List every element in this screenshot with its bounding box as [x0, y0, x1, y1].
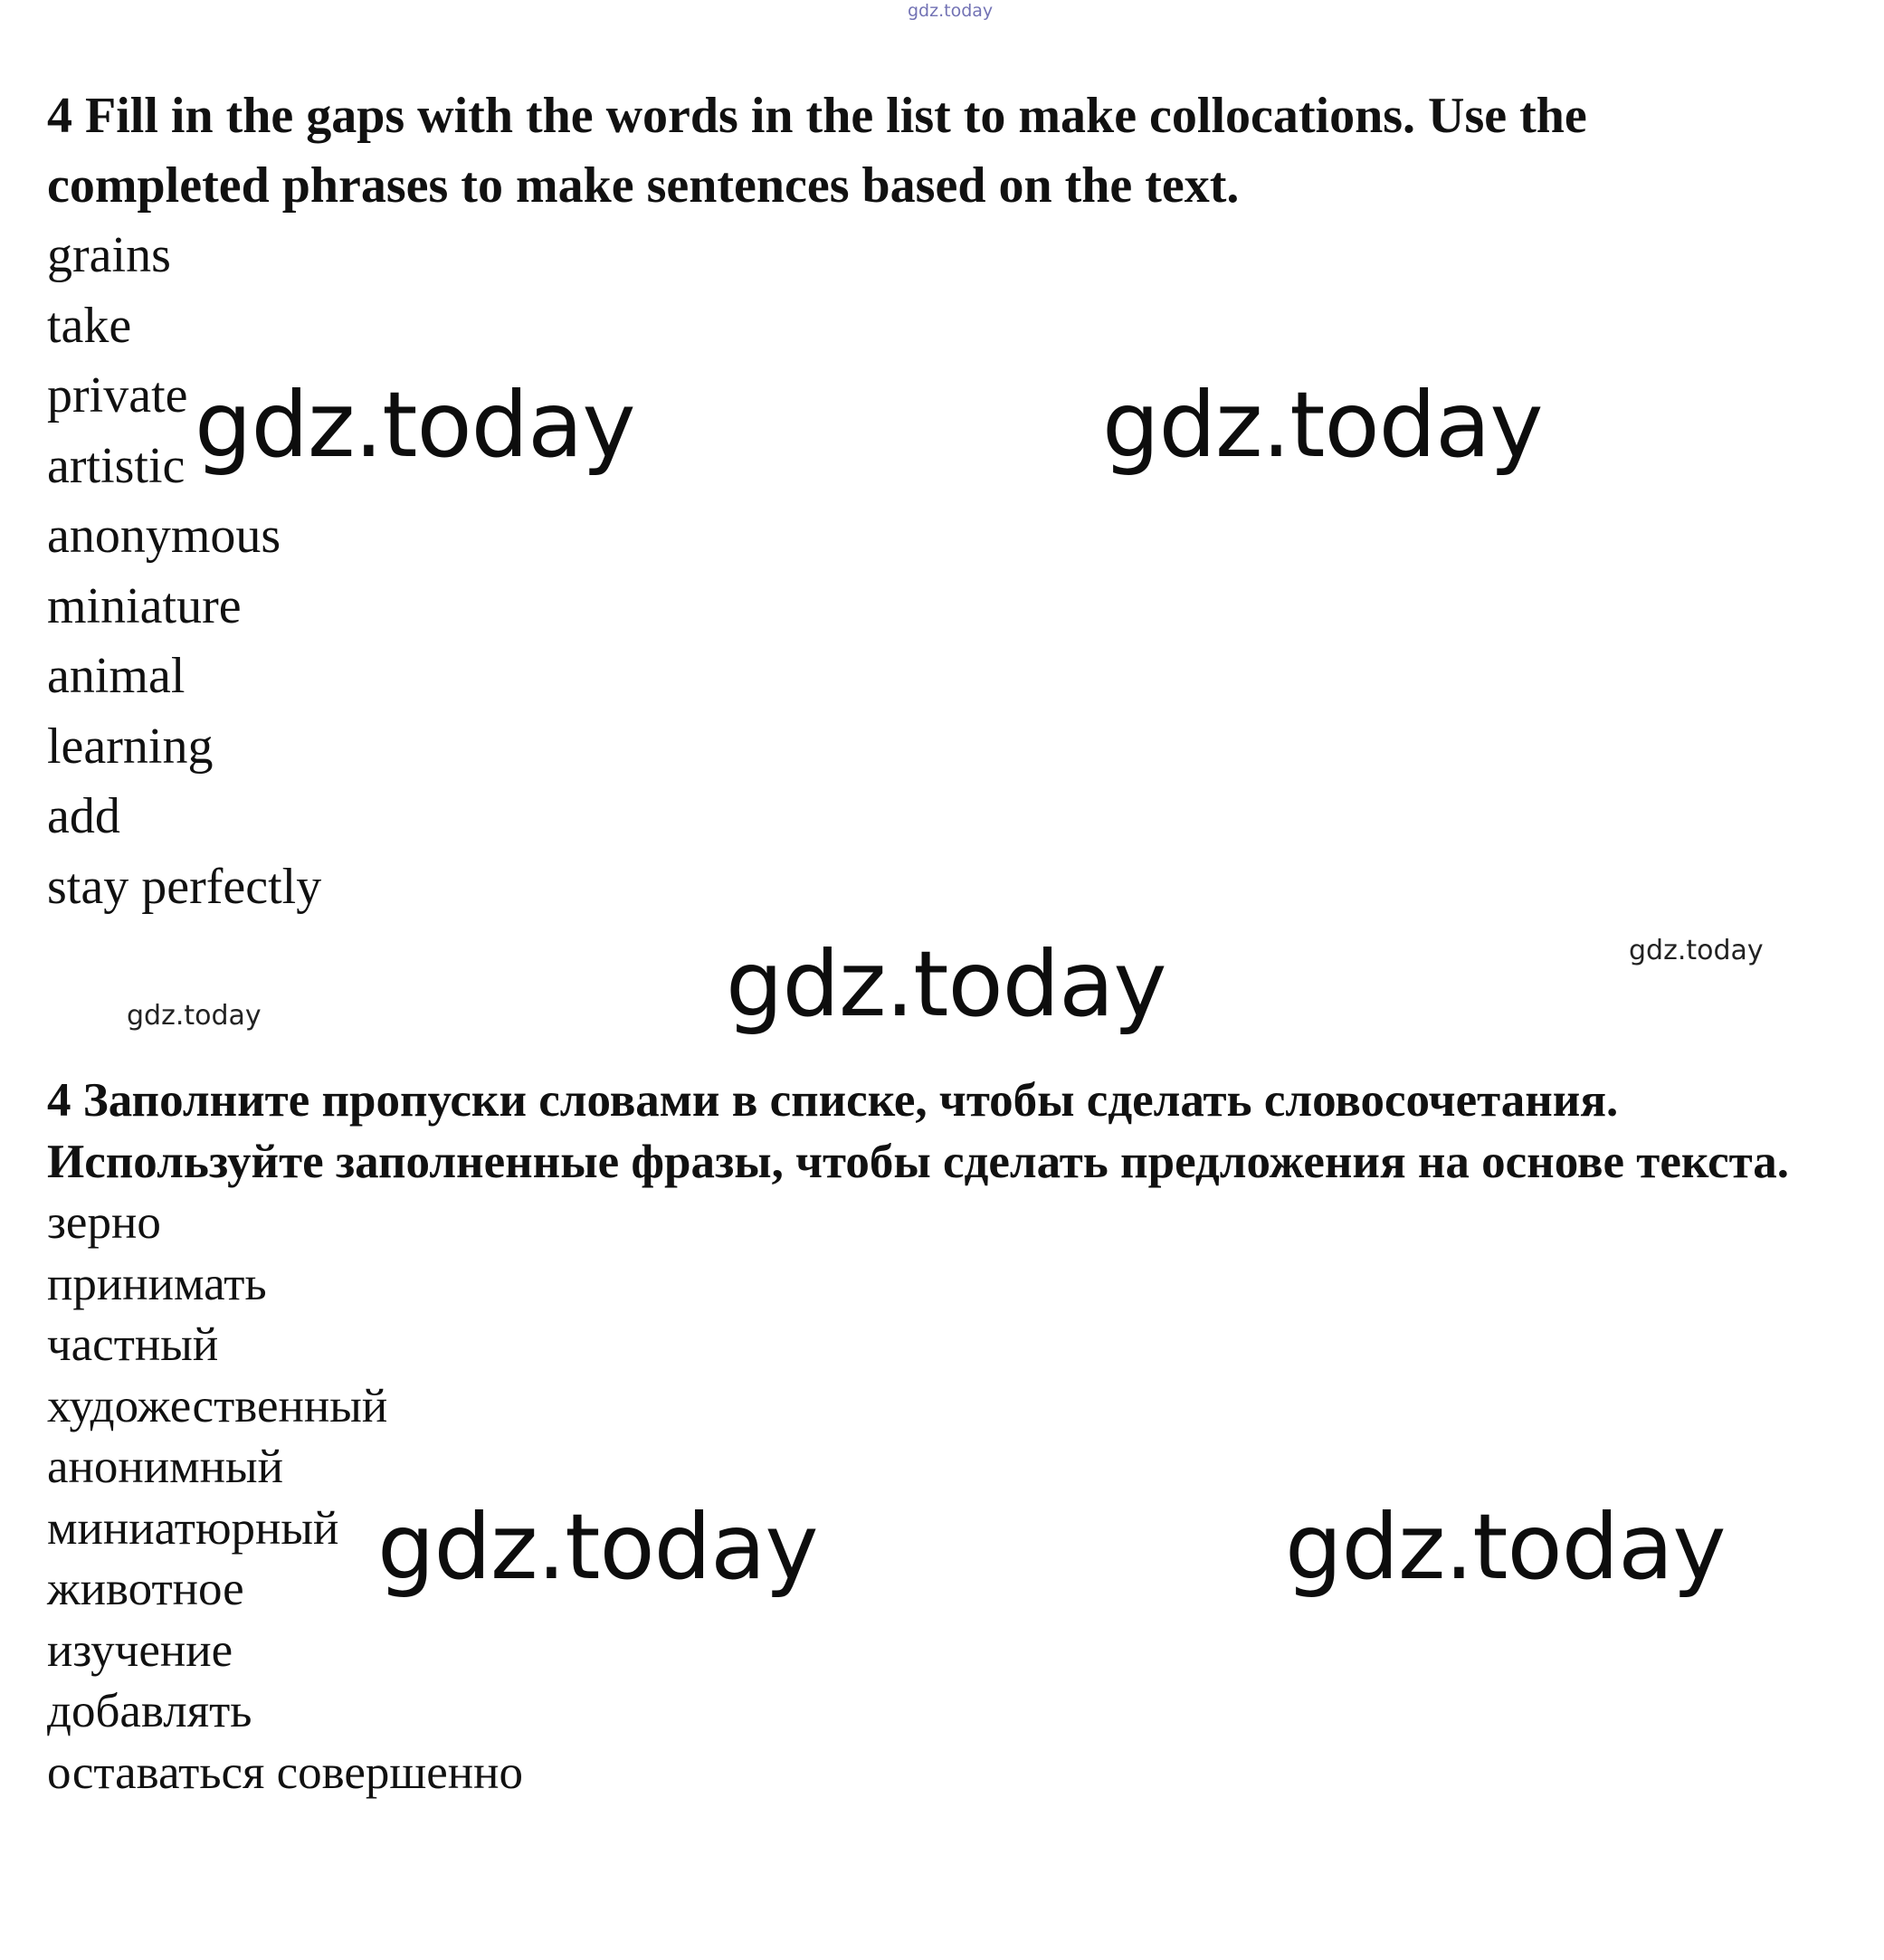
list-item: оставаться совершенно — [47, 1746, 523, 1799]
watermark: gdz.today — [127, 1000, 262, 1032]
watermark: gdz.today — [726, 931, 1166, 1037]
list-item: животное — [47, 1563, 244, 1615]
english-word-list — [47, 221, 1839, 922]
watermark: gdz.today — [1102, 372, 1543, 478]
list-item: add — [47, 788, 120, 844]
list-item: зерно — [47, 1196, 161, 1249]
top-watermark: gdz.today — [908, 1, 994, 21]
watermark: gdz.today — [1629, 935, 1764, 966]
watermark: gdz.today — [195, 372, 635, 478]
list-item: animal — [47, 648, 186, 704]
list-item: миниатюрный — [47, 1501, 339, 1555]
english-heading: 4 Fill in the gaps with the words in the list to make collocations. Use the completed phrases to make sentences based on the text. — [47, 88, 1587, 214]
list-item: private — [47, 367, 188, 423]
list-item: artistic — [47, 437, 186, 494]
list-item: добавлять — [47, 1685, 252, 1737]
list-item: принимать — [47, 1257, 267, 1310]
list-item: take — [47, 297, 132, 354]
list-item: anonymous — [47, 508, 281, 564]
list-item: learning — [47, 718, 214, 775]
list-item: художественный — [47, 1379, 388, 1432]
english-exercise — [47, 81, 1839, 922]
russian-exercise — [47, 1070, 1839, 1803]
list-item: частный — [47, 1318, 219, 1371]
list-item: анонимный — [47, 1441, 283, 1493]
watermark: gdz.today — [377, 1494, 818, 1600]
list-item: miniature — [47, 577, 242, 634]
list-item: изучение — [47, 1623, 233, 1677]
list-item: grains — [47, 227, 171, 283]
watermark: gdz.today — [1285, 1494, 1726, 1600]
russian-heading: 4 Заполните пропуски словами в списке, чтобы сделать словосочетания. Используйте заполненные фразы, чтобы сделать предложения на основе текста. — [47, 1074, 1790, 1188]
list-item: stay perfectly — [47, 858, 322, 915]
